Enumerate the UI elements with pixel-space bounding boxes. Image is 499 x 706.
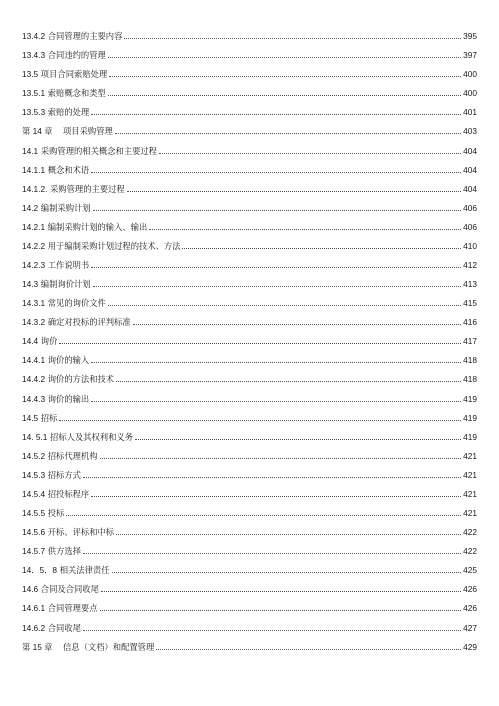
toc-entry-text: 常见的询价文件 — [47, 298, 106, 309]
dot-leader — [182, 248, 461, 249]
toc-entry-title — [22, 260, 89, 270]
toc-entry[interactable] — [22, 346, 477, 365]
toc-entry-page-number: 395 — [463, 31, 477, 42]
toc-entry-text: 开标、评标和中标 — [47, 527, 115, 538]
toc-entry-title — [22, 546, 81, 556]
toc-entry[interactable] — [22, 213, 477, 232]
toc-entry-text: 编制询价计划 — [40, 279, 91, 290]
dot-leader — [124, 38, 461, 39]
dot-leader — [100, 610, 462, 611]
toc-entry-number: 14．5．8 — [22, 565, 58, 576]
toc-entry-page-number: 417 — [463, 336, 477, 347]
toc-entry[interactable] — [22, 194, 477, 213]
toc-entry[interactable] — [22, 98, 477, 117]
toc-entry-title — [22, 146, 157, 156]
toc-entry-title — [22, 355, 89, 365]
toc-entry-text: 招标人及其权利和义务 — [50, 431, 133, 442]
toc-entry[interactable] — [22, 613, 477, 632]
dot-leader — [156, 649, 461, 650]
toc-entry-text: 供方选择 — [47, 546, 81, 557]
toc-entry[interactable] — [22, 251, 477, 270]
dot-leader — [91, 267, 461, 268]
toc-entry-number: 14.6 — [22, 584, 39, 595]
dot-leader — [83, 553, 461, 554]
toc-entry-title — [22, 107, 89, 117]
toc-entry-title — [22, 126, 113, 136]
toc-entry-number: 14.3.2 — [22, 317, 46, 328]
toc-entry-number: 14.2.2 — [22, 240, 46, 251]
toc-entry-number: 14.1 — [22, 145, 39, 156]
toc-entry-title — [22, 470, 81, 480]
toc-entry-text: 用于编制采购计划过程的技术、方法 — [47, 240, 181, 251]
toc-entry[interactable] — [22, 41, 477, 60]
toc-entry-title — [22, 317, 131, 327]
table-of-contents — [22, 22, 477, 652]
toc-entry-title — [22, 222, 147, 232]
toc-entry-page-number: 419 — [463, 412, 477, 423]
toc-entry-number: 14.5.2 — [22, 450, 46, 461]
toc-entry[interactable] — [22, 327, 477, 346]
toc-entry[interactable] — [22, 308, 477, 327]
toc-entry-text: 合同违约的管理 — [47, 50, 106, 61]
toc-entry-page-number: 404 — [463, 145, 477, 156]
toc-entry-text: 确定对投标的评判标准 — [47, 317, 131, 328]
toc-entry-page-number: 401 — [463, 107, 477, 118]
toc-entry[interactable] — [22, 518, 477, 537]
toc-entry-text: 询价的方法和技术 — [47, 374, 115, 385]
toc-entry-page-number: 410 — [463, 240, 477, 251]
toc-entry-number: 14. 5.1 — [22, 431, 48, 442]
dot-leader — [115, 133, 461, 134]
toc-entry-page-number: 400 — [463, 88, 477, 99]
toc-entry-text: 项目合同索赔处理 — [40, 69, 108, 80]
toc-entry-text: 询价的输入 — [47, 355, 90, 366]
toc-entry[interactable] — [22, 117, 477, 136]
toc-entry-title — [22, 489, 89, 499]
dot-leader — [91, 172, 461, 173]
toc-entry-title — [22, 184, 125, 194]
toc-entry[interactable] — [22, 442, 477, 461]
toc-entry-text: 相关法律责任 — [59, 565, 110, 576]
toc-entry[interactable] — [22, 556, 477, 575]
dot-leader — [116, 381, 461, 382]
toc-entry-page-number: 397 — [463, 50, 477, 61]
toc-entry-title — [22, 508, 64, 518]
toc-entry-page-number: 422 — [463, 527, 477, 538]
toc-entry-title — [22, 374, 114, 384]
toc-entry[interactable] — [22, 404, 477, 423]
toc-entry-page-number: 418 — [463, 355, 477, 366]
toc-entry-text: 工作说明书 — [47, 260, 90, 271]
toc-entry-page-number: 406 — [463, 221, 477, 232]
toc-entry-text: 投标 — [47, 508, 65, 519]
toc-entry[interactable] — [22, 136, 477, 155]
toc-entry-title — [22, 50, 106, 60]
toc-entry-title — [22, 31, 122, 41]
toc-entry-text: 招标方式 — [47, 469, 81, 480]
toc-entry-page-number: 426 — [463, 584, 477, 595]
dot-leader — [127, 191, 461, 192]
dot-leader — [93, 210, 462, 211]
toc-entry-title — [22, 565, 110, 575]
toc-entry-number: 14.3 — [22, 279, 39, 290]
toc-entry-page-number: 421 — [463, 508, 477, 519]
toc-entry-page-number: 419 — [463, 431, 477, 442]
toc-entry-page-number: 422 — [463, 546, 477, 557]
toc-entry-title — [22, 298, 106, 308]
toc-entry[interactable] — [22, 175, 477, 194]
dot-leader — [91, 114, 461, 115]
toc-entry-number: 14.6.1 — [22, 603, 46, 614]
toc-entry-number: 14.5 — [22, 412, 39, 423]
toc-entry-text: 编制采购计划的输入、输出 — [47, 221, 148, 232]
toc-entry-number: 14.5.3 — [22, 469, 46, 480]
toc-entry-page-number: 416 — [463, 317, 477, 328]
toc-entry-number: 14.2 — [22, 202, 39, 213]
toc-entry[interactable] — [22, 423, 477, 442]
toc-entry-number: 14.4 — [22, 336, 39, 347]
toc-entry-title — [22, 336, 57, 346]
toc-entry-title — [22, 279, 91, 289]
toc-entry-text: 合同收尾 — [47, 622, 81, 633]
dot-leader — [91, 401, 461, 402]
toc-entry[interactable] — [22, 499, 477, 518]
toc-entry[interactable] — [22, 79, 477, 98]
toc-entry-page-number: 403 — [463, 126, 477, 137]
toc-entry-page-number: 427 — [463, 622, 477, 633]
dot-leader — [159, 153, 461, 154]
toc-entry-number: 14.4.3 — [22, 393, 46, 404]
toc-entry-number: 14.1.2. — [22, 183, 48, 194]
toc-entry-page-number: 421 — [463, 450, 477, 461]
toc-entry-page-number: 404 — [463, 164, 477, 175]
toc-entry-text: 招投标程序 — [47, 488, 90, 499]
toc-entry[interactable] — [22, 156, 477, 175]
toc-entry-text: 询价 — [40, 336, 58, 347]
toc-entry-title — [22, 88, 106, 98]
toc-entry-number: 14.4.2 — [22, 374, 46, 385]
toc-entry-title — [22, 203, 91, 213]
toc-entry[interactable] — [22, 480, 477, 499]
toc-entry-page-number: 415 — [463, 298, 477, 309]
toc-entry-page-number: 421 — [463, 488, 477, 499]
toc-entry-page-number: 406 — [463, 202, 477, 213]
dot-leader — [83, 477, 461, 478]
toc-entry-text: 招标代理机构 — [47, 450, 98, 461]
toc-entry-title — [22, 527, 114, 537]
dot-leader — [108, 95, 461, 96]
dot-leader — [91, 496, 461, 497]
toc-entry-page-number: 425 — [463, 565, 477, 576]
toc-entry[interactable] — [22, 575, 477, 594]
toc-entry-title — [22, 603, 98, 613]
toc-entry-text: 合同及合同收尾 — [40, 584, 99, 595]
dot-leader — [83, 630, 461, 631]
dot-leader — [112, 572, 462, 573]
toc-entry-title — [22, 394, 89, 404]
dot-leader — [109, 76, 461, 77]
dot-leader — [100, 458, 462, 459]
toc-entry-page-number: 413 — [463, 279, 477, 290]
toc-entry-text: 采购管理的相关概念和主要过程 — [40, 145, 157, 156]
toc-entry-text: 采购管理的主要过程 — [50, 183, 125, 194]
dot-leader — [93, 286, 462, 287]
toc-entry-text: 索赔概念和类型 — [47, 88, 106, 99]
toc-entry-text: 合同管理的主要内容 — [47, 31, 123, 42]
dot-leader — [59, 343, 461, 344]
toc-entry-text: 信息（文档）和配置管理 — [63, 641, 155, 652]
toc-entry[interactable] — [22, 270, 477, 289]
toc-entry-title — [22, 623, 81, 633]
toc-entry-title — [22, 241, 180, 251]
toc-entry-number: 13.5 — [22, 69, 39, 80]
dot-leader — [149, 229, 461, 230]
toc-entry-page-number: 400 — [463, 69, 477, 80]
toc-entry-page-number: 429 — [463, 641, 477, 652]
toc-entry-title — [22, 413, 57, 423]
toc-entry-text: 询价的输出 — [47, 393, 90, 404]
dot-leader — [59, 420, 461, 421]
toc-entry-number: 14.2.1 — [22, 221, 46, 232]
toc-entry-page-number: 419 — [463, 393, 477, 404]
toc-entry-text: 索赔的处理 — [47, 107, 90, 118]
toc-entry-page-number: 412 — [463, 260, 477, 271]
toc-entry-number: 第 15 章 — [22, 641, 53, 652]
dot-leader — [133, 324, 461, 325]
toc-entry-number: 14.2.3 — [22, 260, 46, 271]
toc-entry[interactable] — [22, 232, 477, 251]
toc-entry[interactable] — [22, 461, 477, 480]
toc-entry-text: 招标 — [40, 412, 58, 423]
toc-entry[interactable] — [22, 289, 477, 308]
dot-leader — [116, 534, 461, 535]
toc-entry-text: 项目采购管理 — [63, 126, 113, 137]
toc-entry-title — [22, 69, 107, 79]
dot-leader — [91, 362, 461, 363]
toc-entry[interactable] — [22, 384, 477, 403]
toc-entry-number: 13.4.3 — [22, 50, 46, 61]
toc-entry-title — [22, 642, 154, 652]
toc-entry-text: 合同管理要点 — [47, 603, 98, 614]
toc-entry-number: 第 14 章 — [22, 126, 53, 137]
toc-entry-number: 13.5.1 — [22, 88, 46, 99]
toc-entry-title — [22, 432, 133, 442]
toc-entry-number: 13.4.2 — [22, 31, 46, 42]
toc-entry-page-number: 421 — [463, 469, 477, 480]
toc-entry-number: 14.3.1 — [22, 298, 46, 309]
toc-entry-title — [22, 165, 89, 175]
dot-leader — [66, 515, 461, 516]
toc-entry-text: 概念和术语 — [47, 164, 90, 175]
toc-entry-number: 13.5.3 — [22, 107, 46, 118]
dot-leader — [135, 439, 461, 440]
toc-entry-title — [22, 584, 99, 594]
toc-entry[interactable] — [22, 22, 477, 41]
dot-leader — [101, 591, 461, 592]
toc-entry-number: 14.5.4 — [22, 488, 46, 499]
toc-entry[interactable] — [22, 594, 477, 613]
toc-entry[interactable] — [22, 60, 477, 79]
toc-entry-number: 14.1.1 — [22, 164, 46, 175]
toc-entry-page-number: 404 — [463, 183, 477, 194]
toc-entry-text: 编制采购计划 — [40, 202, 91, 213]
toc-entry-number: 14.6.2 — [22, 622, 46, 633]
toc-entry-number: 14.4.1 — [22, 355, 46, 366]
toc-entry-page-number: 418 — [463, 374, 477, 385]
toc-entry-number: 14.5.7 — [22, 546, 46, 557]
toc-entry-number: 14.5.6 — [22, 527, 46, 538]
toc-entry-number: 14.5.5 — [22, 508, 46, 519]
toc-entry-page-number: 426 — [463, 603, 477, 614]
dot-leader — [108, 305, 461, 306]
toc-entry[interactable] — [22, 633, 477, 652]
toc-entry[interactable] — [22, 365, 477, 384]
toc-entry[interactable] — [22, 537, 477, 556]
dot-leader — [108, 57, 461, 58]
toc-entry-title — [22, 451, 98, 461]
